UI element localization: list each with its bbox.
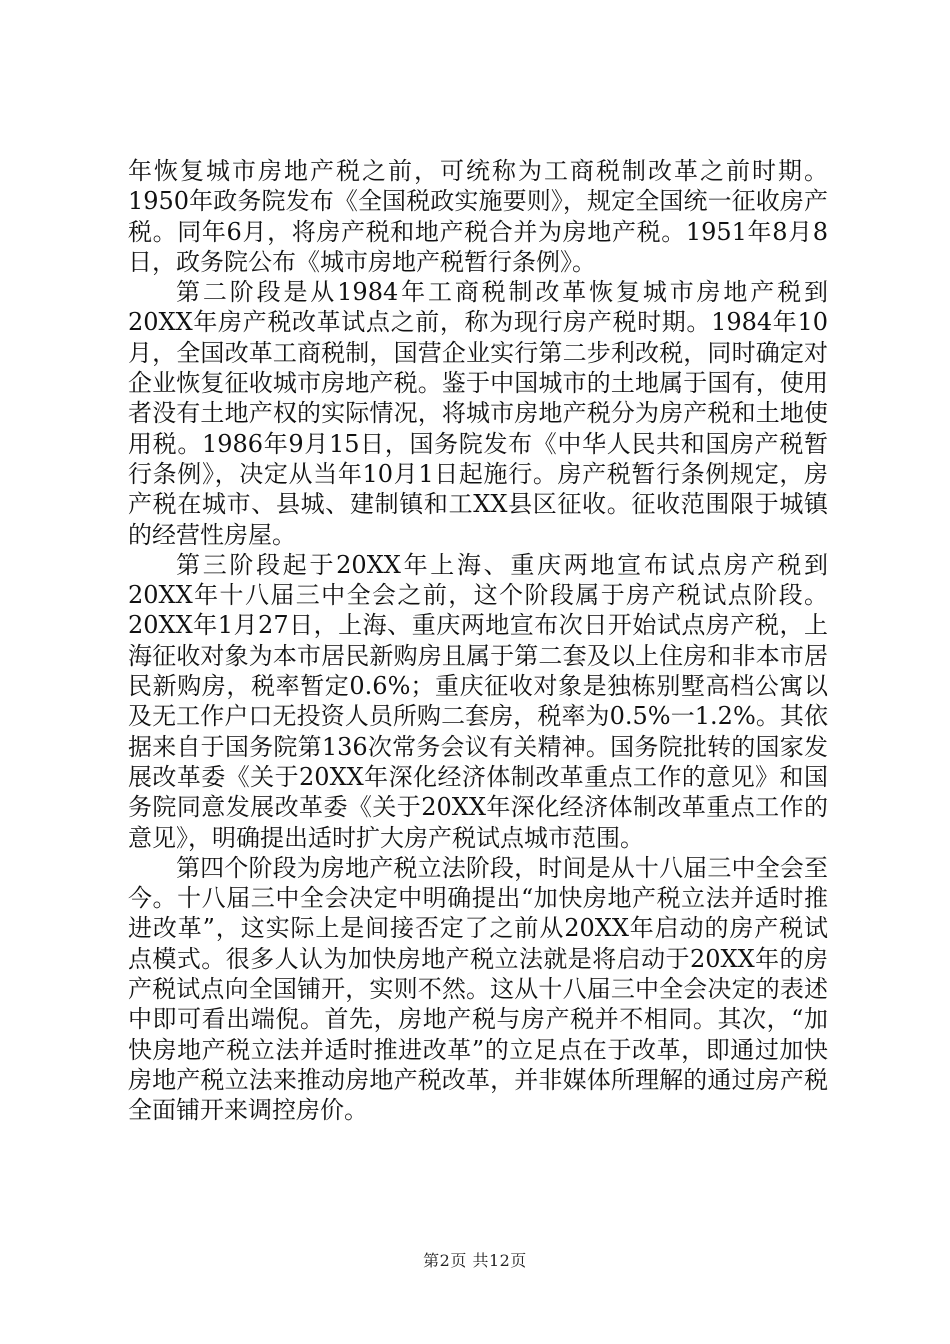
paragraph-4: 第四个阶段为房地产税立法阶段，时间是从十八届三中全会至今。十八届三中全会决定中明确提出“加快房地产税立法并适时推进改革”，这实际上是间接否定了之前从20XX年启动的房产税试点模式。很多人认为加快房地产税立法就是将启动于20XX年的房产税试点向全国铺开，实则不然。这从十八届三中全会决定的表述中即可看出端倪。首先，房地产税与房产税并不相同。其次，“加快房地产税立法并适时推进改革”的立足点在于改革，即通过加快房地产税立法来推动房地产税改革，并非媒体所理解的通过房产税全面铺开来调控房价。: [128, 853, 828, 1125]
page-number-label: 第2页 共12页: [423, 1251, 527, 1270]
page-footer: [0, 1248, 950, 1271]
document-body: [128, 156, 828, 1126]
paragraph-2: 第二阶段是从1984年工商税制改革恢复城市房地产税到20XX年房产税改革试点之前，称为现行房产税时期。1984年10月，全国改革工商税制，国营企业实行第二步利改税，同时确定对企业恢复征收城市房地产税。鉴于中国城市的土地属于国有，使用者没有土地产权的实际情况，将城市房地产税分为房产税和土地使用税。1986年9月15日，国务院发布《中华人民共和国房产税暂行条例》，决定从当年10月1日起施行。房产税暂行条例规定，房产税在城市、县城、建制镇和工XX县区征收。征收范围限于城镇的经营性房屋。: [128, 278, 828, 549]
paragraph-1: 年恢复城市房地产税之前，可统称为工商税制改革之前时期。1950年政务院发布《全国税政实施要则》，规定全国统一征收房产税。同年6月，将房产税和地产税合并为房地产税。1951年8月8日，政务院公布《城市房地产税暂行条例》。: [128, 157, 828, 276]
paragraph-3: 第三阶段起于20XX年上海、重庆两地宣布试点房产税到20XX年十八届三中全会之前，这个阶段属于房产税试点阶段。20XX年1月27日，上海、重庆两地宣布次日开始试点房产税，上海征收对象为本市居民新购房且属于第二套及以上住房和非本市居民新购房，税率暂定0.6%；重庆征收对象是独栋别墅高档公寓以及无工作户口无投资人员所购二套房，税率为0.5%一1.2%。其依据来自于国务院第136次常务会议有关精神。国务院批转的国家发展改革委《关于20XX年深化经济体制改革重点工作的意见》和国务院同意发展改革委《关于20XX年深化经济体制改革重点工作的意见》，明确提出适时扩大房产税试点城市范围。: [128, 550, 828, 852]
